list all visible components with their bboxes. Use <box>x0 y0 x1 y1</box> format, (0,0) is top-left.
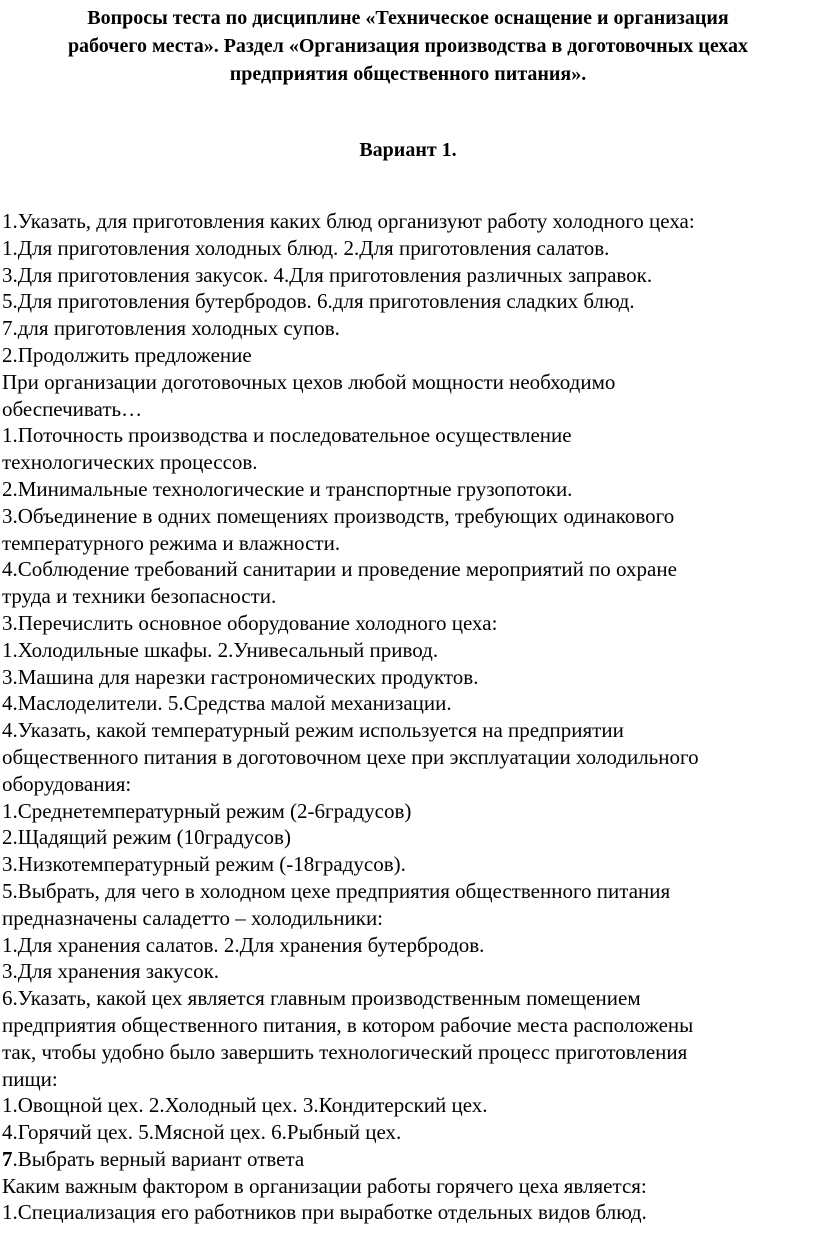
text-line: 3.Объединение в одних помещениях производств, требующих одинакового <box>2 503 675 528</box>
question-7-text: .Выбрать верный вариант ответа <box>12 1146 305 1171</box>
text-line: 3.Низкотемпературный режим (-18градусов). <box>2 852 406 877</box>
text-line: 4.Указать, какой температурный режим используется на предприятии <box>2 718 624 743</box>
text-line: 1.Овощной цех. 2.Холодный цех. 3.Кондитерский цех. <box>2 1093 488 1118</box>
title-line: предприятия общественного питания». <box>229 63 587 85</box>
text-line: труда и техники безопасности. <box>2 584 277 609</box>
text-line: общественного питания в доготовочном цехе при эксплуатации холодильного <box>2 744 699 769</box>
text-line: технологических процессов. <box>2 450 258 475</box>
text-line: температурного режима и влажности. <box>2 530 341 555</box>
text-line: оборудования: <box>2 771 132 796</box>
text-line: пищи: <box>2 1066 58 1091</box>
text-line: 1.Для хранения салатов. 2.Для хранения бутербродов. <box>2 932 485 957</box>
text-line: 1.Поточность производства и последовательное осуществление <box>2 423 572 448</box>
title-line: Вопросы теста по дисциплине «Техническое оснащение и организация <box>87 7 729 29</box>
text-line: предназначены саладетто – холодильники: <box>2 905 384 930</box>
variant-heading: Вариант 1. <box>359 139 457 161</box>
text-line: 1.Среднетемпературный режим (2-6градусов) <box>2 798 412 823</box>
text-line: 1.Специализация его работников при выработке отдельных видов блюд. <box>2 1200 647 1225</box>
text-line: 1.Указать, для приготовления каких блюд организуют работу холодного цеха: <box>2 209 695 233</box>
text-line: 4.Маслоделители. 5.Средства малой механизации. <box>2 691 452 716</box>
text-line: 1.Для приготовления холодных блюд. 2.Для приготовления салатов. <box>2 235 610 260</box>
text-line: 7.для приготовления холодных супов. <box>2 316 340 341</box>
text-line: предприятия общественного питания, в котором рабочие места расположены <box>2 1012 694 1037</box>
text-line: При организации доготовочных цехов любой мощности необходимо <box>2 369 616 394</box>
text-line: 1.Холодильные шкафы. 2.Унивесальный привод. <box>2 637 439 662</box>
text-line: 3.Машина для нарезки гастрономических продуктов. <box>2 664 479 689</box>
text-line: 6.Указать, какой цех является главным производственным помещением <box>2 986 641 1011</box>
question-body <box>2 208 814 1226</box>
text-line: так, чтобы удобно было завершить технологический процесс приготовления <box>2 1039 688 1064</box>
text-line: 3.Для приготовления закусок. 4.Для приготовления различных заправок. <box>2 262 653 287</box>
text-line: Каким важным фактором в организации работы горячего цеха является: <box>2 1173 647 1198</box>
text-line: 2.Продолжить предложение <box>2 342 252 367</box>
text-line: 5.Для приготовления бутербродов. 6.для приготовления сладких блюд. <box>2 289 635 314</box>
text-line: 4.Соблюдение требований санитарии и проведение мероприятий по охране <box>2 557 677 582</box>
question-7-number: 7 <box>2 1146 13 1171</box>
text-line: 2.Щадящий режим (10градусов) <box>2 825 291 850</box>
question-7-line <box>2 1146 814 1173</box>
text-line: 2.Минимальные технологические и транспортные грузопотоки. <box>2 476 573 501</box>
text-line: 5.Выбрать, для чего в холодном цехе предприятия общественного питания <box>2 878 671 903</box>
text-line: 3.Для хранения закусок. <box>2 959 220 984</box>
title-line: рабочего места». Раздел «Организация производства в доготовочных цехах <box>67 35 749 57</box>
text-line: 4.Горячий цех. 5.Мясной цех. 6.Рыбный цех. <box>2 1120 402 1145</box>
text-line: 3.Перечислить основное оборудование холодного цеха: <box>2 610 498 635</box>
document-title <box>0 4 816 88</box>
text-line: обеспечивать… <box>2 396 143 421</box>
